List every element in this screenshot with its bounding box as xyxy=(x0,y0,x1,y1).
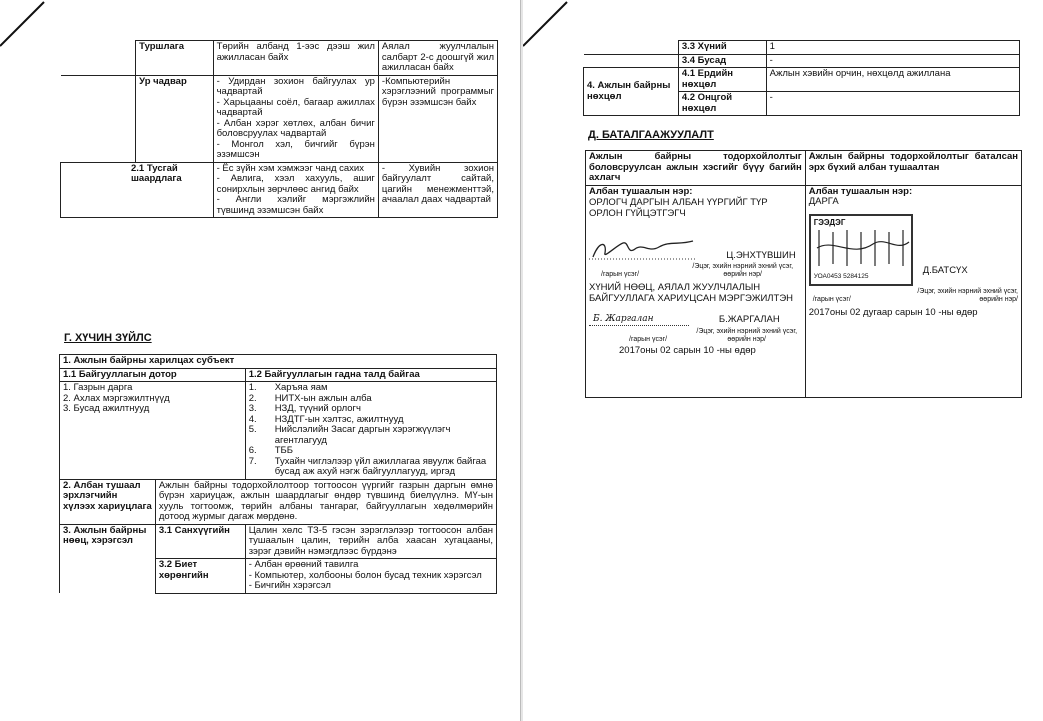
preparer-position: ОРЛОГЧ ДАРГЫН АЛБАН ҮҮРГИЙГ ТҮР ОРЛОН ГҮЙЦЭТГЭГЧ xyxy=(589,197,768,219)
member-signature-line xyxy=(589,314,802,326)
factors-header-row xyxy=(60,355,497,369)
name-caption: /Эцэг, эхийн нэрний эхний үсэг, өөрийн нэр/ xyxy=(696,327,798,343)
list-item: 2. НИТХ-ын ажлын алба xyxy=(248,392,372,404)
conditions-table xyxy=(583,40,1020,116)
skill-item: - Монгол хэл, бичгийг бүрэн эзэмшсэн xyxy=(216,138,375,160)
special-item: - Англи хэлийг мэргэжлийн түвшинд эзэмшсэн байх xyxy=(216,194,375,216)
signature-captions xyxy=(809,288,1018,304)
physical-list xyxy=(245,559,496,594)
right-page xyxy=(523,0,1043,721)
physical-label: 3.2 Биет хөрөнгийн xyxy=(155,559,245,594)
conditions-label: 4. Ажлын байрны нөхцөл xyxy=(584,68,679,116)
list-item: - Компьютер, холбооны болон бусад техник хэрэгсэл xyxy=(248,569,482,581)
corner-fold-mark xyxy=(523,0,583,60)
signature-caption: /гарын үсэг/ xyxy=(812,295,851,303)
resources-financial-row xyxy=(60,524,497,559)
responsibility-label: 2. Албан тушаал эрхлэгчийн хүлээх хариуцлага xyxy=(60,479,156,524)
name-caption: /Эцэг, эхийн нэрний эхний үсэг, өөрийн нэр/ xyxy=(692,263,794,278)
preparer-cell xyxy=(586,185,806,397)
normal-condition-row xyxy=(584,68,1020,92)
special-item: - Ёс зүйн хэм хэмжээг чанд сахих xyxy=(216,162,364,174)
responsibility-row xyxy=(60,479,497,524)
name-caption: /Эцэг, эхийн нэрний эхний үсэг, өөрийн нэр/ xyxy=(917,287,1018,303)
skills-preferred: -Компьютерийн хэрэглээний программыг бүрэн эзэмшсэн байх xyxy=(378,75,497,162)
special-preferred: - Хувийн зохион байгуулалт сайтай, цагийн менежменттэй, ачаалал даах чадвартай xyxy=(378,162,497,218)
approver-date: 2017оны 02 дугаар сарын 10 -ны өдөр xyxy=(808,306,978,318)
experience-row xyxy=(61,41,498,76)
contacts-list-row xyxy=(60,382,497,480)
signature-jargalan: Б. Жаргалан xyxy=(589,314,689,326)
list-item: - Бичгийн хэрэгсэл xyxy=(248,580,331,591)
contacts-inside-header: 1.1 Байгууллагын дотор xyxy=(60,368,246,382)
skill-item: - Харьцааны соёл, багаар ажиллах чадвартай xyxy=(216,96,375,118)
section-d-title: Д. БАТАЛГААЖУУЛАЛТ xyxy=(588,129,714,141)
stamp-pattern xyxy=(813,228,911,268)
skill-item: - Албан хэрэг хөтлөх, албан бичиг боловсруулах чадвартай xyxy=(216,117,375,139)
normal-condition-value: Ажлын хэвийн орчин, нөхцөлд ажиллана xyxy=(766,68,1019,92)
list-item: 1. Харъяа яам xyxy=(248,382,328,393)
other-resource-value: - xyxy=(766,54,1019,68)
contacts-header: 1. Ажлын байрны харилцах субъект xyxy=(60,355,497,369)
list-item: 3. Бусад ажилтнууд xyxy=(63,403,150,414)
financial-text: Цалин хөлс ТЗ-5 гэсэн зэрэглэлээр тогтоосон албан тушаалын цалин, төрийн алба хаасан хугацааны, зэрэг дэвийн нэмэгдлээс бүрдэнэ xyxy=(245,524,496,559)
member-signer-name: Б.ЖАРГАЛАН xyxy=(718,314,780,325)
experience-required: Төрийн албанд 1-ээс дээш жил ажилласан байх xyxy=(213,41,378,76)
list-item: 6. ТББ xyxy=(248,445,293,456)
human-resource-label: 3.3 Хүний xyxy=(678,41,766,55)
preparer-role: ХҮНИЙ НӨӨЦ, АЯЛАЛ ЖУУЛЧЛАЛЫН БАЙГУУЛЛАГА ХАРИУЦСАН МЭРГЭЖИЛТЭН xyxy=(589,282,794,304)
approval-table xyxy=(585,150,1022,398)
corner-fold-mark xyxy=(0,0,60,60)
preparer-signer-name: Ц.ЭНХТҮВШИН xyxy=(726,249,796,261)
stamp-text: ГЭЭДЭГ xyxy=(813,217,846,227)
preparer-signature-line xyxy=(589,235,802,261)
special-condition-value: - xyxy=(766,92,1019,116)
left-page xyxy=(0,0,521,721)
responsibility-text: Ажлын байрны тодорхойлолтоор тогтоосон үүргийг газрын даргын өмнө бүрэн хариуцаж, ажлын шаардлагыг өндөр түвшинд биелүүлнэ. МҮ-ын хууль тогтоомж, төрийн албаны тангараг, байгууллагын хөдөлмөрийн дотоод журмыг дагаж мөрдөнө. xyxy=(155,479,496,524)
normal-condition-label: 4.1 Ердийн нөхцөл xyxy=(678,68,766,92)
preparer-header: Ажлын байрны тодорхойлолтыг боловсруулсан ажлын хэсгийг бүүу багийн ахлагч xyxy=(586,151,806,186)
contacts-subheader-row xyxy=(60,368,497,382)
contacts-inside-list xyxy=(60,382,246,480)
special-label: 2.1 Тусгай шаардлага xyxy=(61,162,214,218)
stamp-code: УОА0453 5284125 xyxy=(813,273,869,280)
approver-signer-name: Д.БАТСҮХ xyxy=(922,264,968,276)
financial-label: 3.1 Санхүүгийн xyxy=(155,524,245,559)
signature-captions xyxy=(589,328,802,344)
human-resource-value: 1 xyxy=(766,41,1019,55)
requirements-table xyxy=(60,40,498,218)
approval-body-row xyxy=(586,185,1022,397)
list-item: - Албан өрөөний тавилга xyxy=(248,559,359,570)
approver-cell xyxy=(805,185,1021,397)
resources-label: 3. Ажлын байрны нөөц, хэрэгсэл xyxy=(60,524,156,593)
human-resource-row xyxy=(584,41,1020,55)
signature-enkhtuvshin xyxy=(589,235,699,261)
skill-item: - Удирдан зохион байгуулах ур чадвартай xyxy=(216,75,375,97)
preparer-date: 2017оны 02 сарын 10 -ны өдөр xyxy=(619,344,756,356)
special-condition-label: 4.2 Онцгой нөхцөл xyxy=(678,92,766,116)
approval-header-row xyxy=(586,151,1022,186)
skills-required xyxy=(213,75,378,162)
contacts-outside-list xyxy=(245,382,496,480)
signature-captions xyxy=(589,263,802,279)
signature-caption: /гарын үсэг/ xyxy=(601,271,640,278)
list-item: 2. Ахлах мэргэжилтнүүд xyxy=(63,392,170,404)
special-row xyxy=(61,162,498,218)
experience-label: Туршлага xyxy=(136,41,213,76)
list-item: 5. Нийслэлийн Засаг даргын хэрэгжүүлэгч агентлагууд xyxy=(248,424,451,446)
list-item: 3. НЗД, түүний орлогч xyxy=(248,403,361,414)
signature-caption: /гарын үсэг/ xyxy=(629,335,668,343)
special-item: - Авлига, хээл хахууль, ашиг сонирхлын зөрчлөөс ангид байх xyxy=(216,173,375,195)
skills-label: Ур чадвар xyxy=(136,75,213,162)
list-item: 1. Газрын дарга xyxy=(63,382,133,393)
contacts-outside-header: 1.2 Байгууллагын гадна талд байгаа xyxy=(245,368,496,382)
stamp-box xyxy=(809,214,913,286)
other-resource-label: 3.4 Бусад xyxy=(678,54,766,68)
preparer-position-label: Албан тушаалын нэр: xyxy=(589,185,693,197)
section-g-title: Г. ХҮЧИН ЗҮЙЛС xyxy=(64,332,152,344)
other-resource-row xyxy=(584,54,1020,68)
list-item: 7. Тухайн чиглэлээр үйл ажиллагаа явуулж байгаа бусад аж ахуй нэгж байгууллагууд, иргэд xyxy=(248,455,487,477)
approver-header: Ажлын байрны тодорхойлолтыг баталсан эрх бүхий албан тушаалтан xyxy=(805,151,1021,186)
experience-preferred: Аялал жуулчлалын салбарт 2-с доошгүй жил ажилласан байх xyxy=(378,41,497,76)
list-item: 4. НЗДТГ-ын хэлтэс, ажилтнууд xyxy=(248,413,404,425)
approver-position-label: Албан тушаалын нэр: xyxy=(808,185,913,197)
approver-position: ДАРГА xyxy=(808,196,839,207)
special-required xyxy=(213,162,378,218)
skills-row xyxy=(61,75,498,162)
official-stamp xyxy=(809,214,1018,288)
factors-table xyxy=(59,354,497,594)
